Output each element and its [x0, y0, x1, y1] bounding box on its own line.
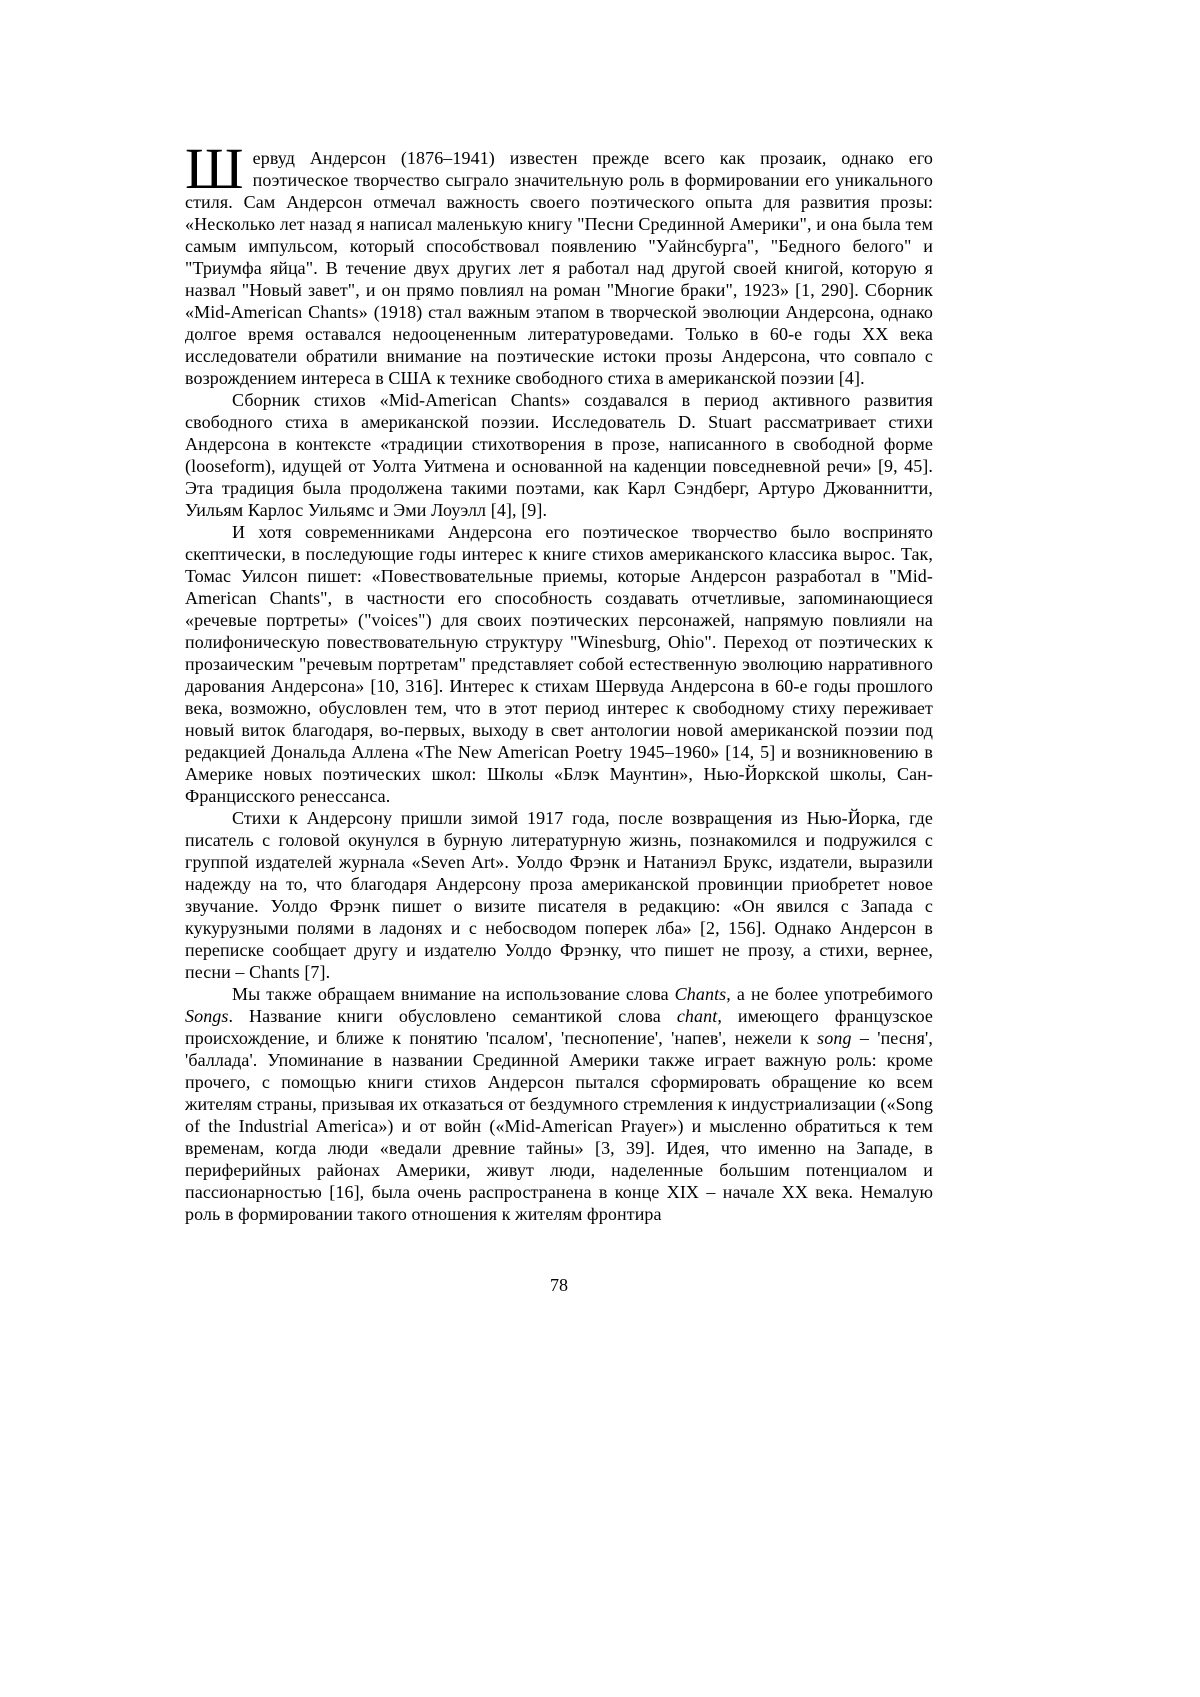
text-run: Стихи к Андерсону пришли зимой 1917 года, после возвращения из Нью-Йорка, где писатель с головой окунулся в бурную литературную жизнь, познакомился и подружился с группой издателей журнала «Seven Art». Уолдо Фрэнк и Натаниэл Брукс, издатели, выразили надежду на то, что благодаря Андерсону проза американской провинции приобретет новое звучание. Уолдо Фрэнк пишет о визите писателя в редакцию: «Он явился с Запада с кукурузными полями в ладонях и с небосводом поперек лба» [2, 156]. Однако Андерсон в переписке сообщает другу и издателю Уолдо Фрэнку, что пишет не прозу, а стихи, вернее, песни – Chants [7].: [185, 808, 933, 982]
italic-text-run: Songs: [185, 1006, 229, 1026]
text-run: ервуд Андерсон (1876–1941) известен прежде всего как прозаик, однако его поэтическое творчество сыграло значительную роль в формировании его уникального стиля. Сам Андерсон отмечал важность своего поэтического опыта для развития прозы: «Несколько лет назад я написал маленькую книгу "Песни Срединной Америки", и она была тем самым импульсом, который способствовал появлению "Уайнсбурга", "Бедного белого" и "Триумфа яйца". В течение двух других лет я работал над другой своей книгой, которую я назвал "Новый завет", и он прямо повлиял на роман "Многие браки", 1923» [1, 290]. Сборник «Mid-American Chants» (1918) стал важным этапом в творческой эволюции Андерсона, однако долгое время оставался недооцененным литературоведами. Только в 60-е годы XX века исследователи обратили внимание на поэтические истоки прозы Андерсона, что совпало с возрождением интереса в США к технике свободного стиха в американской поэзии [4].: [185, 148, 933, 388]
paragraph: [185, 389, 933, 521]
paragraph: [185, 521, 933, 807]
text-run: Мы также обращаем внимание на использование слова: [232, 984, 675, 1004]
text-run: – 'песня', 'баллада'. Упоминание в названии Срединной Америки также играет важную роль: кроме прочего, с помощью книги стихов Андерсон пытался сформировать обращение ко всем жителям страны, призывая их отказаться от бездумного стремления к индустриализации («Song of the Industrial America») и от войн («Mid-American Prayer») и мысленно обратиться к тем временам, когда люди «ведали древние тайны» [3, 39]. Идея, что именно на Западе, в периферийных районах Америки, живут люди, наделенные большим потенциалом и пассионарностью [16], была очень распространена в конце XIX – начале XX века. Немалую роль в формировании такого отношения к жителям фронтира: [185, 1028, 933, 1224]
paragraph: [185, 807, 933, 983]
text-run: . Название книги обусловлено семантикой слова: [228, 1006, 677, 1026]
italic-text-run: Chants: [674, 984, 727, 1004]
text-run: Сборник стихов «Mid-American Chants» создавался в период активного развития свободного стиха в американской поэзии. Исследователь D. Stuart рассматривает стихи Андерсона в контексте «традиции стихотворения в прозе, написанного в свободной форме (looseform), идущей от Уолта Уитмена и основанной на каденции повседневной речи» [9, 45]. Эта традиция была продолжена такими поэтами, как Карл Сэндберг, Артуро Джованнитти, Уильям Карлос Уильямс и Эми Лоуэлл [4], [9].: [185, 390, 933, 520]
text-run: , имеющего французское происхождение, и ближе к понятию 'псалом', 'песнопение', 'напев', нежели к: [185, 1006, 933, 1048]
page-number: 78: [550, 1275, 568, 1295]
italic-text-run: chant: [676, 1006, 718, 1026]
article-body: [185, 136, 933, 1225]
drop-cap: Ш: [185, 136, 244, 201]
paragraph: [185, 983, 933, 1225]
text-run: И хотя современниками Андерсона его поэтическое творчество было воспринято скептически, в последующие годы интерес к книге стихов американского классика вырос. Так, Томас Уилсон пишет: «Повествовательные приемы, которые Андерсон разработал в "Mid-American Chants", в частности его способность создавать отчетливые, запоминающиеся «речевые портреты» ("voices") для своих поэтических персонажей, напрямую повлияли на полифоническую повествовательную структуру "Winesburg, Ohio". Переход от поэтических к прозаическим "речевым портретам" представляет собой естественную эволюцию нарративного дарования Андерсона» [10, 316]. Интерес к стихам Шервуда Андерсона в 60-е годы прошлого века, возможно, обусловлен тем, что в этот период интерес к свободному стиху переживает новый виток благодаря, во-первых, выходу в свет антологии новой американской поэзии под редакцией Дональда Аллена «The New American Poetry 1945–1960» [14, 5] и возникновению в Америке новых поэтических школ: Школы «Блэк Маунтин», Нью-Йоркской школы, Сан-Францисского ренессанса.: [185, 522, 933, 806]
text-run: , а не более употребимого: [726, 984, 933, 1004]
italic-text-run: song: [817, 1028, 852, 1048]
paragraph: [185, 136, 933, 389]
page-footer: [185, 1274, 933, 1296]
